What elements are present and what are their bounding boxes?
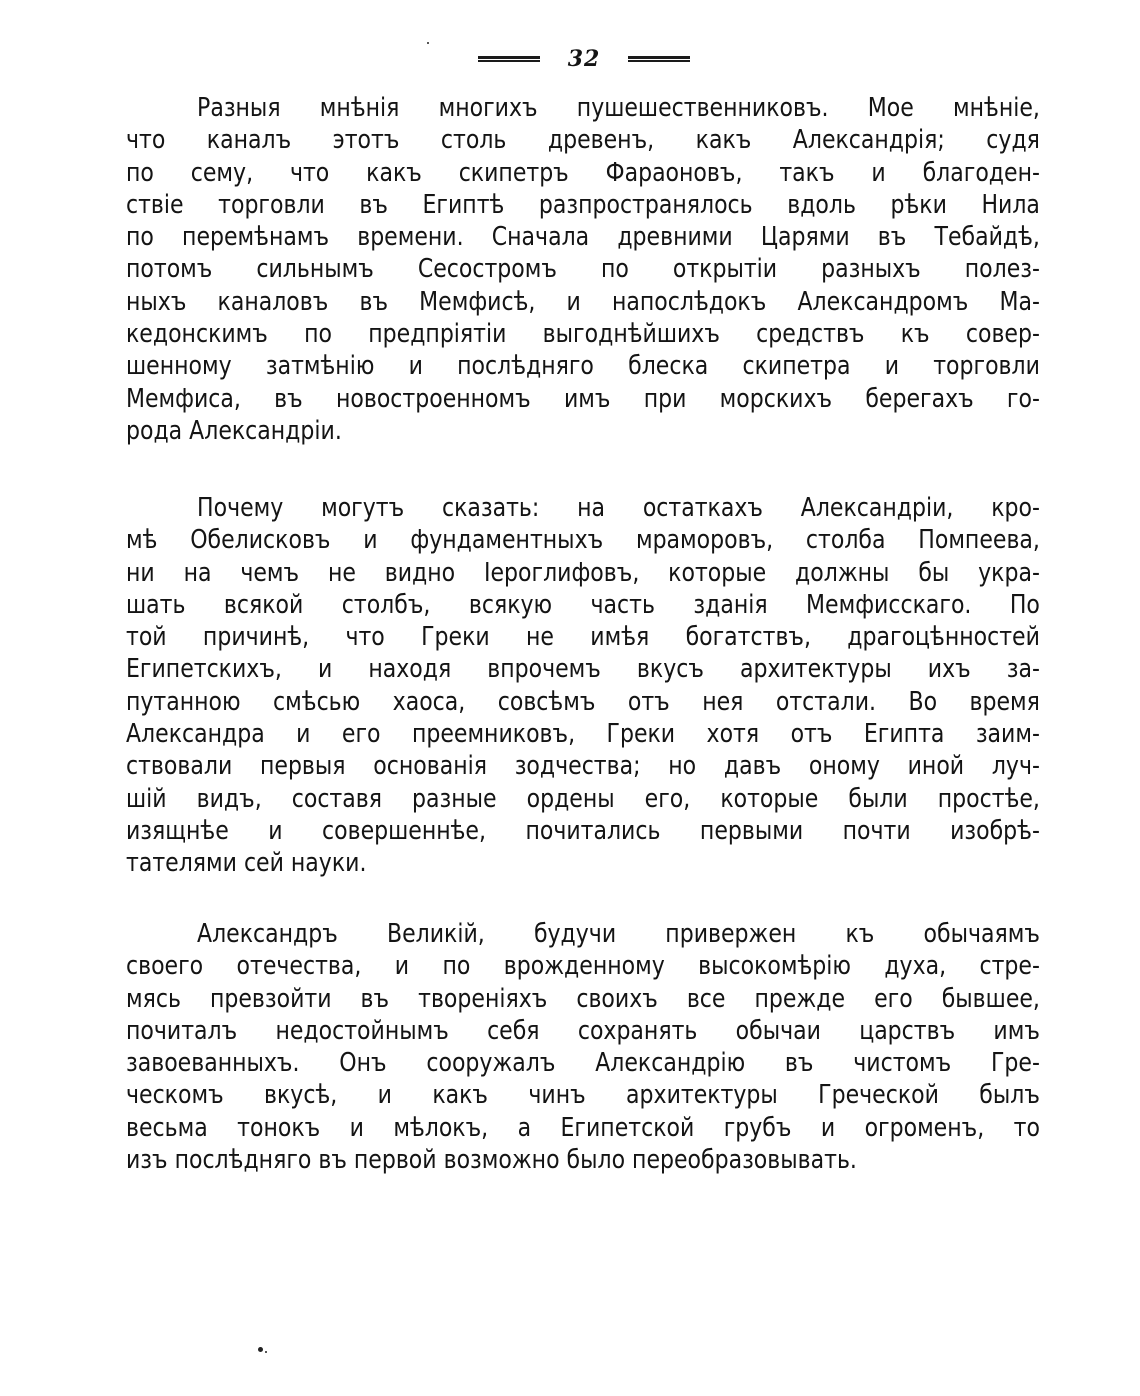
text-line: что каналъ этотъ столь древенъ, какъ Александрія; судя — [126, 125, 1040, 156]
text-line: мясь превзойти въ твореніяхъ своихъ все прежде его бывшее, — [126, 983, 1040, 1014]
text-line: Почему могутъ сказать: на остаткахъ Александріи, кро- — [197, 493, 1040, 523]
text-line: ствіе торговли въ Египтѣ разпространялось вдоль рѣки Нила — [126, 189, 1040, 220]
text-line: шенному затмѣнію и послѣдняго блеска скипетра и торговли — [126, 351, 1040, 382]
text-line: изъ послѣдняго въ первой возможно было переобразовывать. — [126, 1145, 857, 1176]
text-line: путанною смѣсью хаоса, совсѣмъ отъ нея отстали. Во время — [126, 686, 1040, 717]
text-line: потомъ сильнымъ Сесостромъ по открытіи разныхъ полез- — [126, 254, 1040, 285]
text-line: изящнѣе и совершеннѣе, почитались первыми почти изобрѣ- — [126, 815, 1040, 846]
text-line: кедонскимъ по предпріятіи выгоднѣйшихъ средствъ къ совер- — [126, 319, 1040, 350]
decorative-rule-left — [478, 56, 540, 62]
paragraph-2 — [126, 492, 1040, 880]
text-line: завоеванныхъ. Онъ сооружалъ Александрію въ чистомъ Гре- — [126, 1048, 1040, 1079]
text-line: по сему, что какъ скипетръ Фараоновъ, такъ и благоден- — [126, 157, 1040, 188]
decorative-rule-right — [628, 56, 690, 62]
scan-speck — [258, 1347, 263, 1352]
page-header — [478, 44, 690, 74]
text-line: ческомъ вкусѣ, и какъ чинъ архитектуры Греческой былъ — [126, 1080, 1040, 1111]
text-line: шать всякой столбъ, всякую часть зданія Мемфисскаго. По — [126, 589, 1040, 620]
text-line: Египетскихъ, и находя впрочемъ вкусъ архитектуры ихъ за- — [126, 654, 1040, 685]
text-line: своего отечества, и по врожденному высокомѣрію духа, стре- — [126, 951, 1040, 982]
text-line: ствовали первыя основанія зодчества; но давъ оному иной луч- — [126, 751, 1040, 782]
text-line: шій видъ, составя разные ордены его, которые были простѣе, — [126, 783, 1040, 814]
text-line: по перемѣнамъ времени. Сначала древними Царями въ Тебайдѣ, — [126, 222, 1040, 253]
text-line: Мемфиса, въ новостроенномъ имъ при морскихъ берегахъ го- — [126, 383, 1040, 414]
text-line: ни на чемъ не видно Іероглифовъ, которые должны бы укра- — [126, 557, 1040, 588]
text-line: почиталъ недостойнымъ себя сохранять обычаи царствъ имъ — [126, 1015, 1040, 1046]
paragraph-1 — [126, 92, 1040, 447]
scan-speck — [265, 1351, 267, 1353]
text-line: Разныя мнѣнія многихъ пушешественниковъ. Мое мнѣніе, — [197, 93, 1040, 123]
text-line: Александръ Великій, будучи привержен къ обычаямъ — [197, 919, 1040, 949]
text-line: тателями сей науки. — [126, 848, 367, 879]
text-line: мѣ Обелисковъ и фундаментныхъ мраморовъ, столба Помпеева, — [126, 525, 1040, 556]
text-line: весьма тонокъ и мѣлокъ, а Египетской грубъ и огроменъ, то — [126, 1112, 1040, 1143]
paragraph-3 — [126, 918, 1040, 1176]
text-line: той причинѣ, что Греки не имѣя богатствъ, драгоцѣнностей — [126, 622, 1040, 653]
scan-speck — [427, 42, 429, 44]
page-number: 32 — [567, 46, 601, 72]
text-line: ныхъ каналовъ въ Мемфисѣ, и напослѣдокъ Александромъ Ма- — [126, 286, 1040, 317]
text-line: рода Александріи. — [126, 415, 342, 446]
text-line: Александра и его преемниковъ, Греки хотя отъ Египта заим- — [126, 719, 1040, 750]
